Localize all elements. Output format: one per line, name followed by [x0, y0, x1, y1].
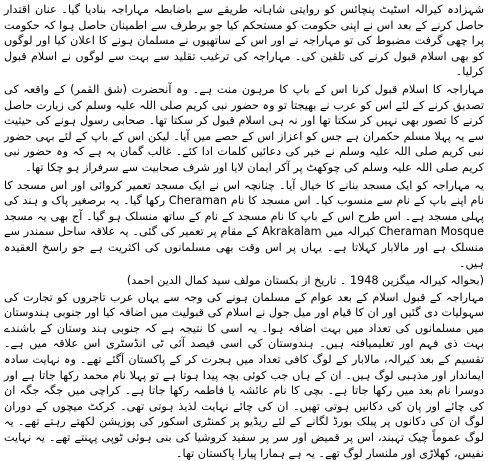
- paragraph-3: یہ مہاراجہ کو ایک مسجد بنانے کا خیال آیا۔ چنانچہ اس نے ایک مسجد تعمیر کروائی اور اس مسجد کا نام اپنے باپ کے نام سے منسوب کیا۔ اس مسجد کا نام Cheraman رکھا گیا۔ یہ برصغیر پاک و ہند کی پہلی مسجد ہے۔ اس طرح اس کے باپ کا نام مسجد کے نام کے ساتھ منسلک ہو گیا۔ آج بھی یہ مسجد Cheraman Mosque کیرالہ میں Akrakalam کے مقام پر تعمیر کی گئی۔ یہ علاقہ ساحل سمندر سے منسلک ہے اور مالابار کہلاتا ہے۔ یہاں پر اس وقت بھی مسلمانوں کی اکثریت ہے جو راسخ العقیدہ ہیں۔: [4, 178, 485, 270]
- paragraph-4: مہاراجہ کے قبول اسلام کے بعد عوام کے مسلمان ہونے کی وجہ سے یہاں عرب تاجروں کو تجارت کی سہولیات دی گئیں اور ان کا قیام اور میل جول نے اسلام کی قبولیت میں اضافہ کیا اور جنوبی ہندوستان میں مسلمانوں کی تعداد میں بہت اضافہ ہوا۔ یہ اسی کا نتیجہ ہے کہ جنوبی ہند وستان کے باشندے بہت ذی فہم اور تعلیمیافتہ ہیں۔ ہندوستان کی اسی فیصد آئی ٹی انڈسٹری اس علاقہ میں ہے۔ تقسیم کے بعد کیرالہ، مالابار کے لوگ کافی تعداد میں ہجرت کر کے پاکستان آگئے تھے۔ وہ نہایت سادہ ایماندار اور مذہبی لوگ ہیں۔ ان کے ہاں جب کوئی بچہ پیدا ہوتا ہے تو پہلا نام محمد رکھا جاتا ہے اور دوسرا نام بعد میں رکھا جاتا ہے۔ بچی کا نام عائشہ یا فاطمہ رکھا جاتا ہے۔ کراچی میں جگہ جگہ ان کی چائے اور پان کی دکانیں ہوتی تھیں۔ ان کی چائے نہایت لذیذ ہوتی تھی۔ کرکٹ میچوں کے دوران لوگ ان کی دکانوں پر پبلک بورڈ لگانے کے لئے ریڈیو پر کمنٹری اسکور کی پوزیشن لکھتے رہتے تھے۔ یہ لوگ عموماً چیک تہبند، اس پر قمیض اور سر پر سفید کروشیا کی بنی ہوئی ٹوپی پہنتے تھے۔ یہ نہایت نفیس، کھلاڑی اور ملنسار لوگ تھے۔ یہ ہے ہمارا پیارا پاکستان تھا۔: [4, 290, 484, 460]
- paragraph-2: مہاراجہ کا اسلام قبول کرنا اس کے باپ کا مرہون منت ہے۔ وہ آنحضرت (شق القمر) کے واقعہ کی تصدیق کرنے کے لئے اس کو عرب نے بھیجتا تو وہ حضور نبی کریم صلی اللہ علیہ وسلم کی زیارت حاصل کرنے کا تصور بھی نہیں کر سکتا تھا اور نہ ہی اسلام قبول کر سکتا تھا۔ صحابی رسول ہونے کی حیثیت سے یہ پہلا مسلم حکمران ہے جس کو اعزاز اس کے حصے میں آیا۔ لیکن اس کے باپ کے لئے بہی حضور نبی کریم صلی اللہ علیہ وسلم نے خیر کی دعائیں کلمات ادا کئے۔ غالب گمان یہ ہے کہ وہ حضور نبی کریم صلی اللہ علیہ وسلم کی چوکھٹ پر آکر ایمان لایا اور شرف صحابیت سے سرفراز ہو چکا تھا۔: [4, 82, 484, 174]
- paragraph-1: شہزادہ کیرالہ اسٹیٹ پنچائس کو روایتی شاہانہ طریقے سے باضابطہ مہاراجہ بنادیا گیا۔ عنان اقتدار حاصل کرنے کے بعد اس نے اپنی حکومت کو مستحکم کیا جو برطرف سے اطمینان حاصل ہوا کہ حکومت پرا چھی گرفت مضبوط کی تو مہاراجہ نے اور اس کے ساتھیوں نے مسلمان ہونے کا اعلان کیا اور لوگوں کو بھی اسلام قبول کرنے کی تلقین کی۔ مہاراجہ کی ترغیب تقلید سے بہت سے لوگوں نے اسلام قبول کرلیا۔: [4, 3, 484, 79]
- citation: (بحوالہ کیرالہ میگزین 1948 ۔ تاریخ از بکستان مولف سید کمال الدین احمد): [126, 274, 484, 288]
